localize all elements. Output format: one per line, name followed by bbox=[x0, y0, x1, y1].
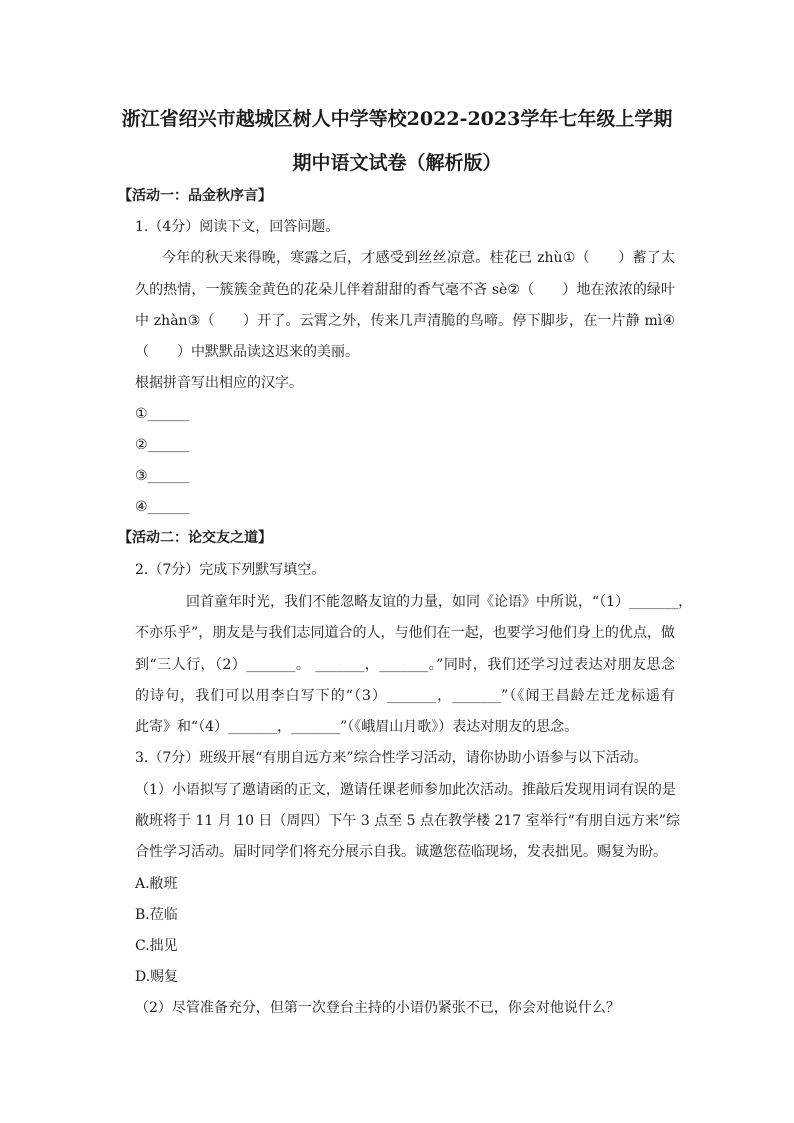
q1-passage-line: 中 zhàn③（ ）开了。云霄之外，传来几声清脆的鸟啼。停下脚步，在一片静 mì④ bbox=[135, 313, 675, 329]
q1-stem: 1.（4分）阅读下文，回答问题。 bbox=[135, 219, 340, 235]
q2-passage-line: 的诗句，我们可以用李白写下的“（3）_______，_______”（《闻王昌龄左迁龙标遥有 bbox=[135, 688, 675, 704]
q1-answer-blank-2: ②______ bbox=[135, 437, 190, 453]
q2-passage-line: 到“三人行，（2）_______。 _______，_______。”同时，我们还学习过表达对朋友思念 bbox=[135, 657, 675, 673]
activity1-heading: 【活动一：品金秋序言】 bbox=[118, 188, 272, 204]
q1-passage-line: 久的热情，一簇簇金黄色的花朵儿伴着甜甜的香气毫不吝 sè②（ ）地在浓浓的绿叶 bbox=[135, 282, 675, 298]
q1-answer-blank-4: ④______ bbox=[135, 499, 190, 515]
document-title-line1: 浙江省绍兴市越城区树人中学等校2022-2023学年七年级上学期 bbox=[121, 108, 673, 130]
q2-passage-line: 此寄》和“（4）_______，_______”（《峨眉山月歌》）表达对朋友的思念。 bbox=[135, 719, 579, 735]
q3-sub1-line: 合性学习活动。届时同学们将充分展示自我。诚邀您莅临现场，发表拙见。赐复为盼。 bbox=[135, 844, 667, 860]
q1-instruction: 根据拼音写出相应的汉字。 bbox=[135, 375, 303, 391]
q3-option-b: B.莅临 bbox=[135, 907, 178, 923]
activity2-heading: 【活动二：论交友之道】 bbox=[118, 530, 272, 546]
q3-stem: 3.（7分）班级开展“有朋自远方来”综合性学习活动，请你协助小语参与以下活动。 bbox=[135, 750, 648, 766]
q2-passage-line: 不亦乐乎”，朋友是与我们志同道合的人，与他们在一起，也要学习他们身上的优点，做 bbox=[135, 625, 675, 641]
q3-option-c: C.拙见 bbox=[135, 938, 178, 954]
document-title-line2: 期中语文试卷（解析版） bbox=[292, 152, 502, 174]
q3-sub1-line: （1）小语拟写了邀请函的正文，邀请任课老师参加此次活动。推敲后发现用词有误的是 bbox=[135, 782, 676, 798]
q3-sub1-line: 敝班将于 11 月 10 日（周四）下午 3 点至 5 点在教学楼 217 室举行“有朋自远方来”综 bbox=[135, 813, 680, 829]
q1-passage-line: 今年的秋天来得晚，寒露之后，才感受到丝丝凉意。桂花已 zhù①（ ）蓄了太 bbox=[162, 250, 675, 266]
q1-passage-line: （ ）中默默品读这迟来的美丽。 bbox=[135, 344, 359, 360]
q1-answer-blank-1: ①______ bbox=[135, 406, 190, 422]
q3-option-a: A.敝班 bbox=[135, 876, 178, 892]
q2-stem: 2.（7分）完成下列默写填空。 bbox=[135, 562, 326, 578]
q3-option-d: D.赐复 bbox=[135, 969, 179, 985]
q1-answer-blank-3: ③______ bbox=[135, 468, 190, 484]
q2-passage-line: 回首童年时光，我们不能忽略友谊的力量，如同《论语》中所说，“（1）_______， bbox=[186, 594, 693, 610]
q3-sub2: （2）尽管准备充分，但第一次登台主持的小语仍紧张不已，你会对他说什么？ bbox=[135, 1000, 620, 1016]
